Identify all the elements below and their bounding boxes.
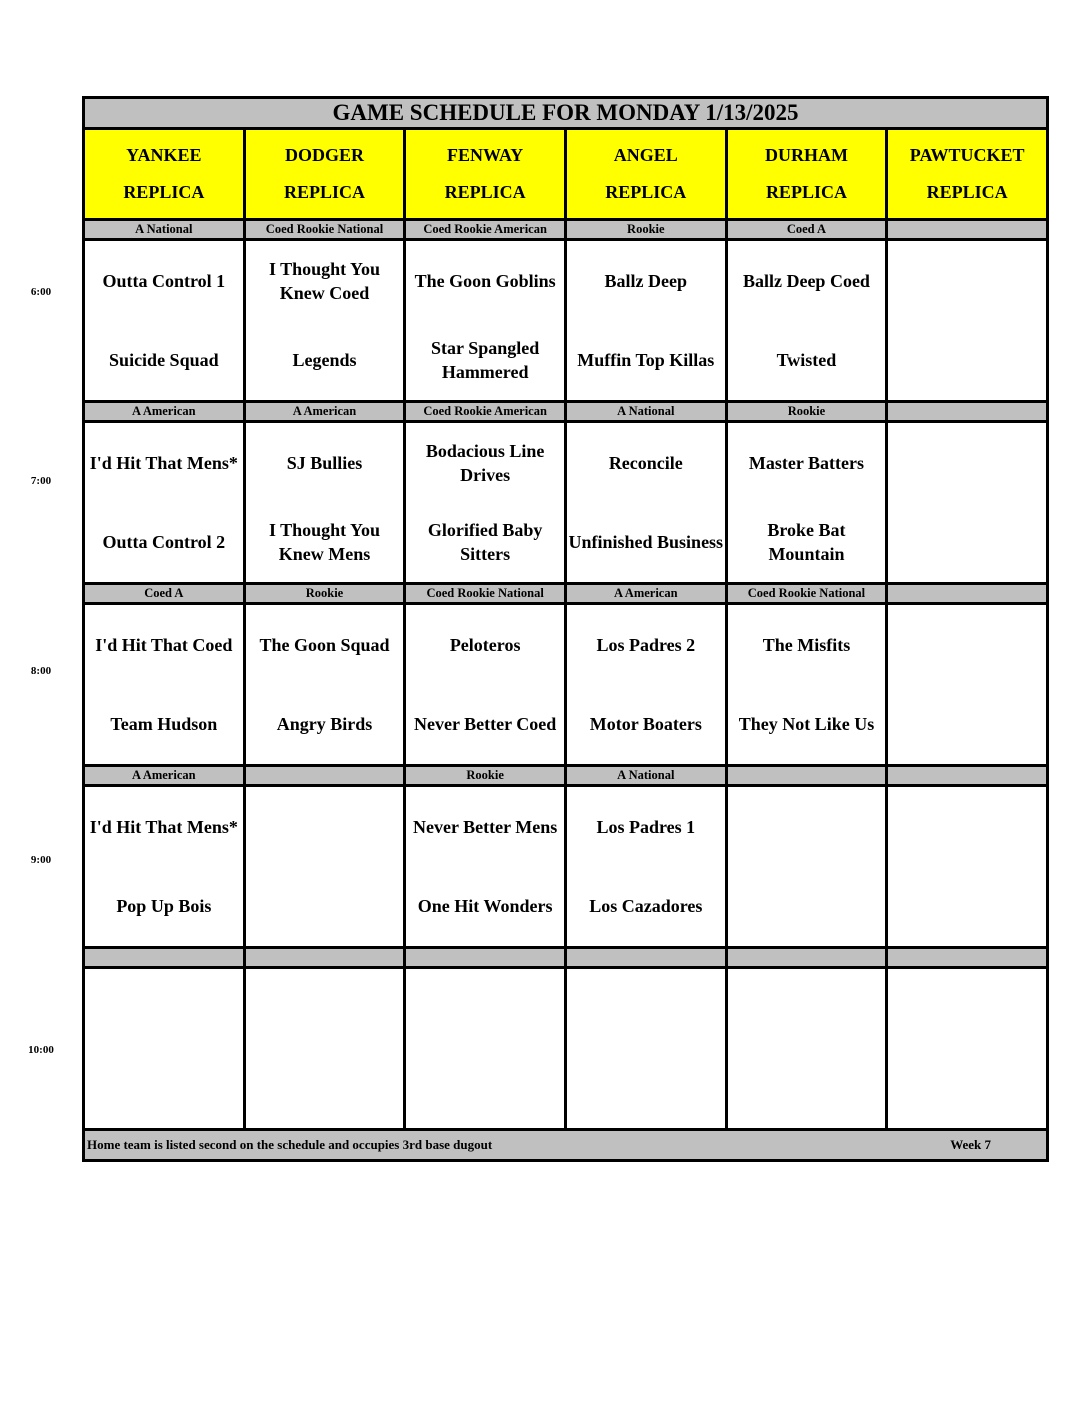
division-label: Rookie xyxy=(405,766,566,786)
away-team: Never Better Mens xyxy=(413,817,558,837)
game-cell xyxy=(565,422,726,584)
division-label: Coed Rookie American xyxy=(405,220,566,240)
game-cell xyxy=(565,968,726,1130)
division-label: Coed A xyxy=(84,584,245,604)
time-label-8: 8:00 xyxy=(30,665,52,677)
footer-row xyxy=(84,1130,1048,1161)
away-team: Ballz Deep xyxy=(604,271,688,291)
field-subtitle: REPLICA xyxy=(605,182,687,202)
division-label xyxy=(887,220,1048,240)
division-label: Coed Rookie National xyxy=(244,220,405,240)
division-label xyxy=(726,766,887,786)
division-label: A American xyxy=(84,402,245,422)
footer xyxy=(84,1130,1048,1161)
division-label: A National xyxy=(84,220,245,240)
field-name: DURHAM xyxy=(764,145,848,165)
game-cell xyxy=(405,240,566,402)
division-label: Coed Rookie National xyxy=(405,584,566,604)
game-cell xyxy=(887,786,1048,948)
field-header-3 xyxy=(565,129,726,220)
division-label xyxy=(84,948,245,968)
away-team: Reconcile xyxy=(608,453,683,473)
footer-note: Home team is listed second on the schedule and occupies 3rd base dugout xyxy=(87,1137,493,1152)
game-cell xyxy=(244,422,405,584)
game-cell xyxy=(84,422,245,584)
title-row xyxy=(84,98,1048,129)
home-team: They Not Like Us xyxy=(738,714,875,734)
away-team xyxy=(246,970,404,1049)
away-team xyxy=(888,970,1046,1049)
game-cell xyxy=(405,604,566,766)
division-label: A National xyxy=(565,402,726,422)
game-cell xyxy=(726,240,887,402)
division-row xyxy=(84,584,1048,604)
away-team: The Goon Goblins xyxy=(414,271,556,291)
division-label: Rookie xyxy=(244,584,405,604)
game-cell xyxy=(887,604,1048,766)
division-label: A American xyxy=(84,766,245,786)
away-team: SJ Bullies xyxy=(286,453,363,473)
home-team: Suicide Squad xyxy=(109,350,219,370)
game-cell xyxy=(565,240,726,402)
away-team: Master Batters xyxy=(748,453,865,473)
game-cell xyxy=(84,604,245,766)
home-team: Star Spangled Hammered xyxy=(431,338,540,382)
away-team: Peloteros xyxy=(449,635,521,655)
field-header-2 xyxy=(405,129,566,220)
home-team xyxy=(567,1049,725,1128)
away-team xyxy=(888,788,1046,867)
division-label: Coed Rookie American xyxy=(405,402,566,422)
game-cell xyxy=(244,786,405,948)
away-team xyxy=(888,424,1046,503)
away-team: The Goon Squad xyxy=(259,635,390,655)
division-label xyxy=(565,948,726,968)
home-team: Twisted xyxy=(776,350,837,370)
division-label xyxy=(726,948,887,968)
home-team: Los Cazadores xyxy=(589,896,703,916)
away-team: I'd Hit That Mens* xyxy=(89,817,238,837)
game-cell xyxy=(244,968,405,1130)
game-cell xyxy=(887,968,1048,1130)
away-team: Bodacious Line Drives xyxy=(425,441,545,485)
game-row xyxy=(84,786,1048,948)
field-name: YANKEE xyxy=(126,145,202,165)
game-cell xyxy=(405,968,566,1130)
away-team: Los Padres 2 xyxy=(596,635,696,655)
away-team: Los Padres 1 xyxy=(596,817,696,837)
time-label-6: 6:00 xyxy=(30,286,52,298)
away-team xyxy=(728,788,886,867)
home-team: Legends xyxy=(292,350,357,370)
time-label-10: 10:00 xyxy=(28,1044,54,1056)
field-header-0 xyxy=(84,129,245,220)
game-cell xyxy=(244,240,405,402)
field-header-4 xyxy=(726,129,887,220)
game-cell xyxy=(726,604,887,766)
home-team: Glorified Baby Sitters xyxy=(427,520,543,564)
division-row xyxy=(84,948,1048,968)
away-team: The Misfits xyxy=(762,635,851,655)
game-cell xyxy=(887,422,1048,584)
game-cell xyxy=(84,968,245,1130)
game-cell xyxy=(565,604,726,766)
game-cell xyxy=(84,240,245,402)
field-name: PAWTUCKET xyxy=(909,145,1025,165)
away-team: Ballz Deep Coed xyxy=(742,271,870,291)
division-label: A American xyxy=(244,402,405,422)
game-row xyxy=(84,240,1048,402)
home-team xyxy=(888,1049,1046,1128)
away-team xyxy=(246,788,404,867)
field-subtitle: REPLICA xyxy=(444,182,526,202)
game-cell xyxy=(405,422,566,584)
field-subtitle: REPLICA xyxy=(765,182,847,202)
home-team: Outta Control 2 xyxy=(102,532,226,552)
division-label xyxy=(244,948,405,968)
field-header-1 xyxy=(244,129,405,220)
game-cell xyxy=(726,422,887,584)
home-team: Angry Birds xyxy=(276,714,373,734)
field-subtitle: REPLICA xyxy=(283,182,365,202)
division-label xyxy=(887,766,1048,786)
game-cell xyxy=(726,968,887,1130)
division-label xyxy=(887,584,1048,604)
home-team: Unfinished Business xyxy=(568,532,724,552)
week-label: Week 7 xyxy=(950,1137,991,1152)
home-team: Pop Up Bois xyxy=(116,896,212,916)
time-label-9: 9:00 xyxy=(30,854,52,866)
home-team xyxy=(888,321,1046,400)
division-label xyxy=(887,948,1048,968)
division-row xyxy=(84,766,1048,786)
schedule-table xyxy=(82,96,1049,1162)
away-team xyxy=(406,970,564,1049)
home-team: Never Better Coed xyxy=(414,714,557,734)
field-name: DODGER xyxy=(284,145,364,165)
division-label: Rookie xyxy=(565,220,726,240)
division-row xyxy=(84,402,1048,422)
away-team xyxy=(728,970,886,1049)
home-team: Muffin Top Killas xyxy=(577,350,715,370)
home-team xyxy=(888,685,1046,764)
home-team xyxy=(728,867,886,946)
home-team: Broke Bat Mountain xyxy=(767,520,846,564)
home-team: I Thought You Knew Mens xyxy=(268,520,381,564)
game-row xyxy=(84,604,1048,766)
away-team xyxy=(567,970,725,1049)
home-team: Motor Boaters xyxy=(589,714,702,734)
home-team xyxy=(406,1049,564,1128)
home-team xyxy=(85,1049,243,1128)
game-row xyxy=(84,968,1048,1130)
field-subtitle: REPLICA xyxy=(123,182,205,202)
away-team: I Thought You Knew Coed xyxy=(268,259,381,303)
away-team: I'd Hit That Coed xyxy=(95,635,233,655)
field-subtitle: REPLICA xyxy=(926,182,1008,202)
division-label: Rookie xyxy=(726,402,887,422)
time-column xyxy=(0,0,82,1408)
away-team xyxy=(888,242,1046,321)
division-row xyxy=(84,220,1048,240)
home-team xyxy=(728,1049,886,1128)
field-header-row xyxy=(84,129,1048,220)
home-team xyxy=(888,867,1046,946)
game-cell xyxy=(405,786,566,948)
game-cell xyxy=(726,786,887,948)
field-header-5 xyxy=(887,129,1048,220)
game-cell xyxy=(887,240,1048,402)
division-label: Coed Rookie National xyxy=(726,584,887,604)
field-name: FENWAY xyxy=(446,145,524,165)
game-row xyxy=(84,422,1048,584)
home-team xyxy=(246,867,404,946)
schedule-title: GAME SCHEDULE FOR MONDAY 1/13/2025 xyxy=(84,98,1048,129)
home-team: One Hit Wonders xyxy=(417,896,553,916)
away-team: Outta Control 1 xyxy=(102,271,226,291)
game-cell xyxy=(565,786,726,948)
home-team xyxy=(888,503,1046,582)
division-label: A National xyxy=(565,766,726,786)
field-name: ANGEL xyxy=(613,145,678,165)
division-label: A American xyxy=(565,584,726,604)
away-team: I'd Hit That Mens* xyxy=(89,453,238,473)
away-team xyxy=(85,970,243,1049)
division-label xyxy=(405,948,566,968)
home-team xyxy=(246,1049,404,1128)
away-team xyxy=(888,606,1046,685)
time-label-7: 7:00 xyxy=(30,475,52,487)
division-label xyxy=(887,402,1048,422)
division-label: Coed A xyxy=(726,220,887,240)
game-cell xyxy=(84,786,245,948)
home-team: Team Hudson xyxy=(110,714,218,734)
division-label xyxy=(244,766,405,786)
game-cell xyxy=(244,604,405,766)
